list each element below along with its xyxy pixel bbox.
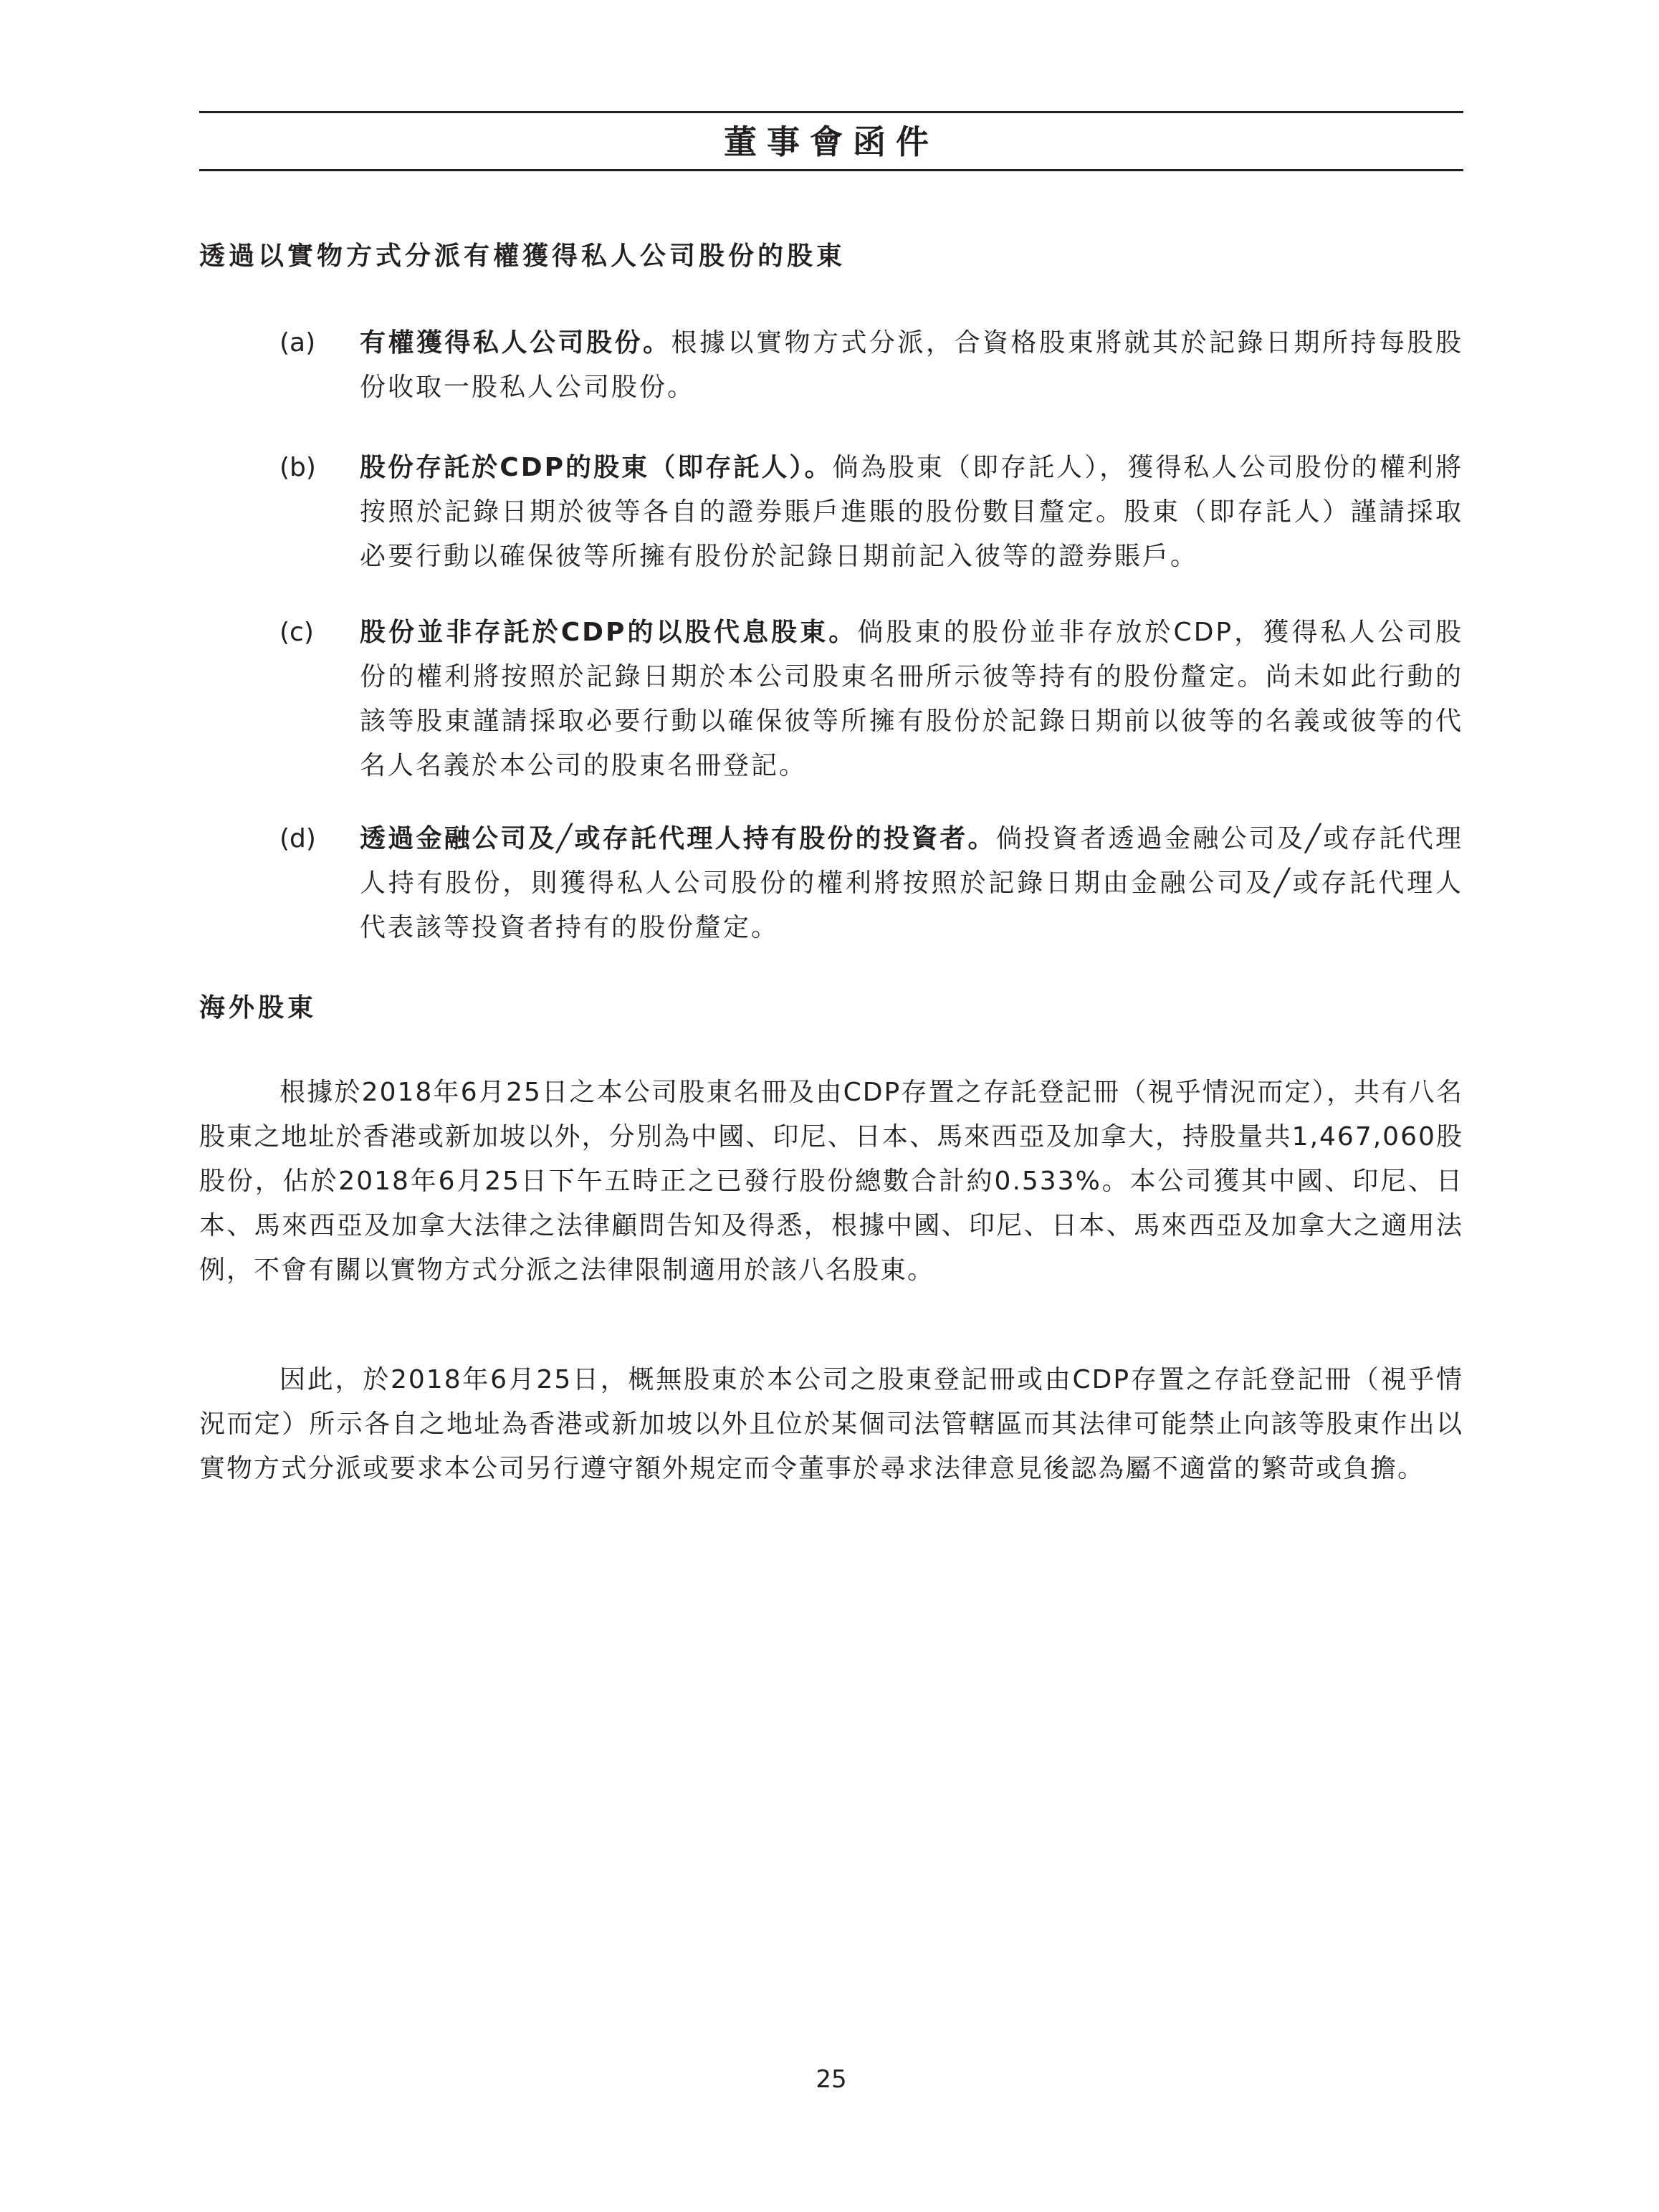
section-heading-private-shares: 透過以實物方式分派有權獲得私人公司股份的股東: [199, 241, 846, 271]
list-item-lead: 股份存託於CDP的股東（即存託人）。: [360, 453, 833, 482]
list-marker: (a): [279, 328, 316, 358]
page-number: 25: [816, 2065, 847, 2094]
list-item-d: [279, 817, 1463, 950]
list-item-lead: 股份並非存託於CDP的以股代息股東。: [360, 618, 858, 647]
list-item-c: [279, 611, 1463, 788]
list-item-body: [360, 817, 1463, 950]
list-item-body: [360, 611, 1463, 788]
list-item-a: [279, 321, 1463, 410]
paragraph: 因此，於2018年6月25日，概無股東於本公司之股東登記冊或由CDP存置之存託登記冊（視乎情況而定）所示各自之地址為香港或新加坡以外且位於某個司法管轄區而其法律可能禁止向該等股東作出以實物方式分派或要求本公司另行遵守額外規定而令董事於尋求法律意見後認為屬不適當的繁苛或負擔。: [199, 1365, 1463, 1483]
list-marker: (c): [279, 618, 314, 647]
page-title: 董事會函件: [724, 123, 939, 161]
paragraph: 根據於2018年6月25日之本公司股東名冊及由CDP存置之存託登記冊（視乎情況而定），共有八名股東之地址於香港或新加坡以外，分別為中國、印尼、日本、馬來西亞及加拿大，持股量共1,467,060股股份，佔於2018年6月25日下午五時正之已發行股份總數合計約0.533%。本公司獲其中國、印尼、日本、馬來西亞及加拿大法律之法律顧問告知及得悉，根據中國、印尼、日本、馬來西亞及加拿大之適用法例，不會有關以實物方式分派之法律限制適用於該八名股東。: [199, 1078, 1463, 1285]
header-top-rule: [199, 111, 1463, 113]
list-item-lead: 透過金融公司及╱或存託代理人持有股份的投資者。: [360, 824, 996, 853]
list-item-text: 倘股東的股份並非存放於CDP，獲得私人公司股份的權利將按照於記錄日期於本公司股東名冊所示彼等持有的股份釐定。尚未如此行動的該等股東謹請採取必要行動以確保彼等所擁有股份於記錄日期前以彼等的名義或彼等的代名人名義於本公司的股東名冊登記。: [360, 618, 1463, 780]
list-item-body: [360, 321, 1463, 410]
list-item-text: 倘為股東（即存託人），獲得私人公司股份的權利將按照於記錄日期於彼等各自的證券賬戶進賬的股份數目釐定。股東（即存託人）謹請採取必要行動以確保彼等所擁有股份於記錄日期前記入彼等的證券賬戶。: [360, 453, 1463, 571]
list-item-text: 根據以實物方式分派，合資格股東將就其於記錄日期所持每股股份收取一股私人公司股份。: [360, 328, 1463, 402]
list-item-text: 倘投資者透過金融公司及╱或存託代理人持有股份，則獲得私人公司股份的權利將按照於記錄日期由金融公司及╱或存託代理人代表該等投資者持有的股份釐定。: [360, 824, 1463, 942]
header-bottom-rule: [199, 169, 1463, 171]
list-item-lead: 有權獲得私人公司股份。: [360, 328, 671, 358]
list-marker: (b): [279, 453, 316, 482]
list-item-b: [279, 446, 1463, 579]
section-heading-overseas-shareholders: 海外股東: [199, 993, 317, 1023]
list-item-body: [360, 446, 1463, 579]
list-marker: (d): [279, 824, 316, 853]
